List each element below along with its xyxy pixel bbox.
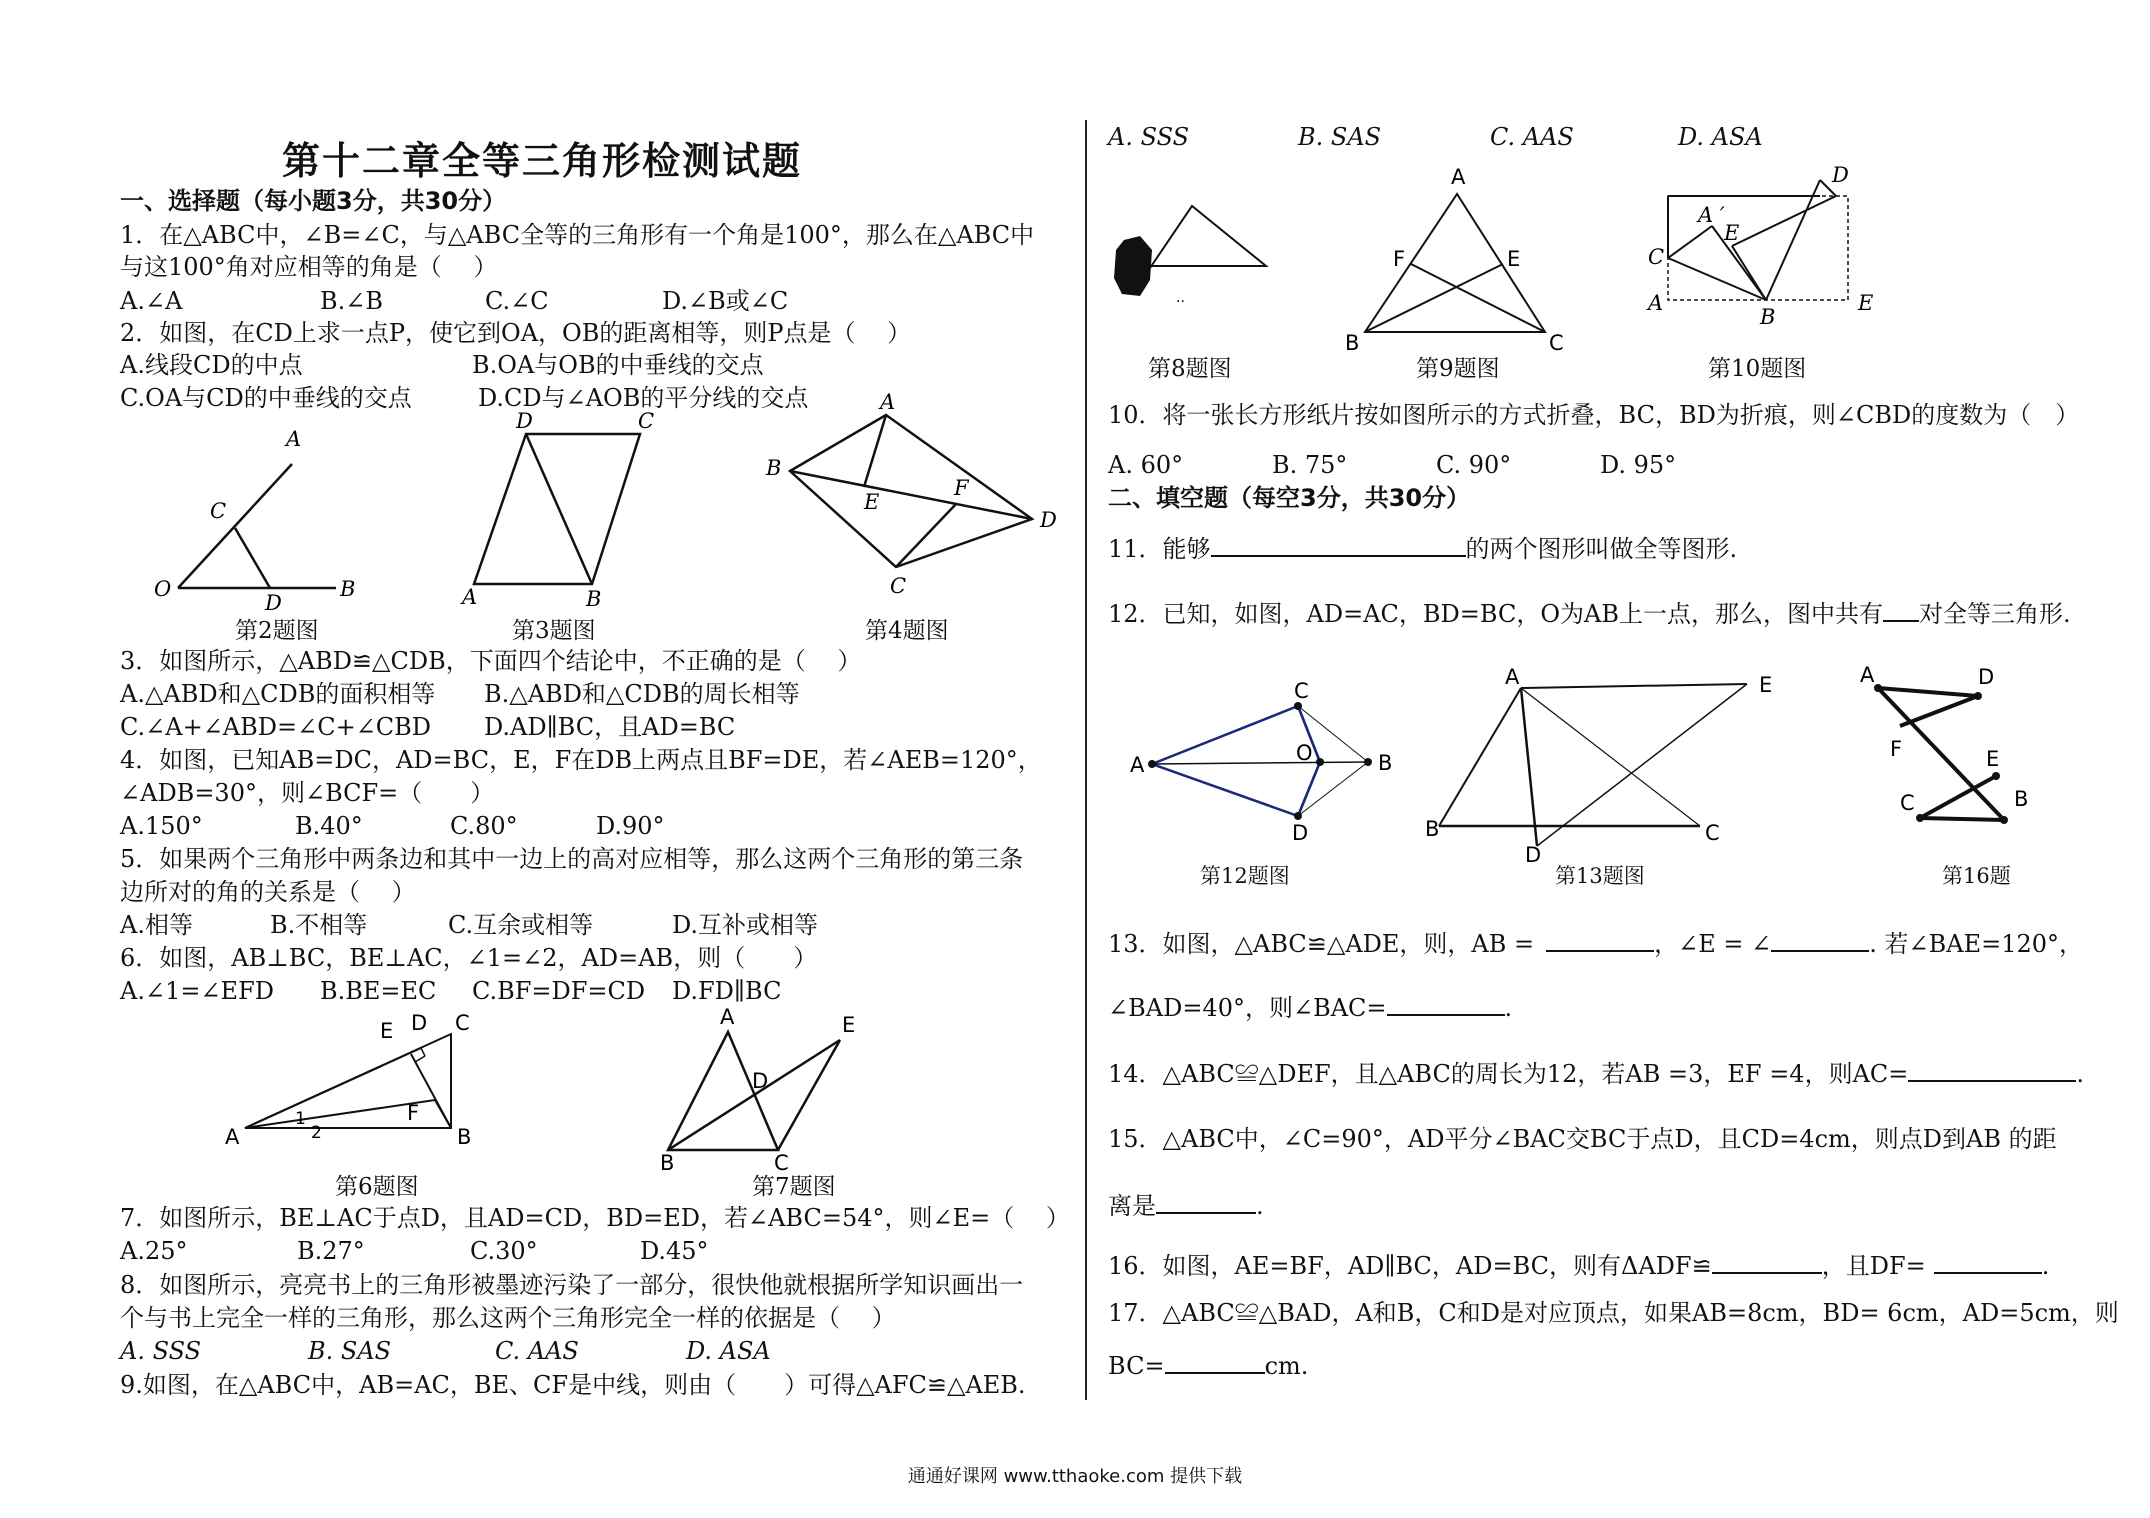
- q5-line2: 边所对的角的关系是（ ）: [120, 878, 416, 906]
- figure-q2: [150, 420, 356, 615]
- q7-option-b: B.27°: [297, 1237, 365, 1265]
- svg-text:A: A: [1505, 665, 1520, 689]
- q10-text: 10．将一张长方形纸片按如图所示的方式折叠，BC，BD为折痕，则∠CBD的度数为（ ）: [1108, 401, 2080, 429]
- figure-q16: [1860, 663, 2040, 820]
- svg-text:D: D: [516, 409, 533, 433]
- svg-text:E: E: [380, 1019, 394, 1043]
- svg-text:B: B: [1378, 751, 1393, 775]
- ink-blot: [1114, 236, 1152, 296]
- figure-q9: [1345, 165, 1564, 355]
- q15-blank[interactable]: [1156, 1190, 1256, 1214]
- svg-text:D: D: [1978, 665, 1995, 689]
- svg-text:B: B: [2014, 787, 2029, 811]
- caption-fig13: 第13题图: [1555, 864, 1645, 888]
- q14-blank[interactable]: [1908, 1058, 2076, 1082]
- q6-option-b: B.BE=EC: [320, 977, 437, 1005]
- q9-text: 9.如图，在△ABC中，AB=AC，BE、CF是中线，则由（ ）可得△AFC≌△AEB.: [120, 1371, 1026, 1399]
- caption-fig3: 第3题图: [512, 618, 596, 644]
- svg-text:C: C: [210, 499, 227, 523]
- q17-line2: [1108, 1350, 1308, 1381]
- q17-suffix: cm.: [1264, 1352, 1309, 1380]
- q12-blank[interactable]: [1883, 598, 1919, 622]
- q13-line2: ∠BAD=40°，则∠BAC= .: [1108, 994, 1513, 1022]
- q9-option-c: C. AAS: [1490, 123, 1574, 151]
- q10-option-d: D. 95°: [1600, 451, 1677, 479]
- caption-fig6: 第6题图: [335, 1174, 419, 1200]
- q13-blank-ab[interactable]: [1546, 928, 1654, 952]
- svg-text:C: C: [1648, 245, 1665, 269]
- svg-text:B: B: [1425, 817, 1440, 841]
- q8-line2: 个与书上完全一样的三角形，那么这两个三角形完全一样的依据是（ ）: [120, 1304, 896, 1332]
- caption-fig8: 第8题图: [1148, 356, 1232, 382]
- svg-text:B: B: [766, 456, 782, 480]
- q12-suffix: 对全等三角形.: [1919, 600, 2071, 628]
- q15-line2: 离是 .: [1108, 1192, 1264, 1220]
- q3-option-a: A.△ABD和△CDB的面积相等: [120, 680, 436, 708]
- section-choice-heading: 一、选择题（每小题3分，共30分）: [120, 187, 507, 215]
- svg-text:B: B: [340, 577, 356, 601]
- q1-line1: 1．在△ABC中，∠B=∠C，与△ABC全等的三角形有一个角是100°，那么在△ABC中: [120, 221, 1035, 249]
- q5-line1: 5．如果两个三角形中两条边和其中一边上的高对应相等，那么这两个三角形的第三条: [120, 845, 1024, 873]
- svg-text:B: B: [457, 1125, 472, 1149]
- q11-prefix: 11．能够: [1108, 535, 1211, 563]
- svg-text:E: E: [1507, 247, 1521, 271]
- q13-middle: ，∠E = ∠: [1654, 930, 1772, 958]
- svg-text:F: F: [407, 1101, 420, 1125]
- svg-text:A: A: [1860, 663, 1875, 687]
- svg-text:C: C: [638, 409, 655, 433]
- figure-q12: [1130, 679, 1393, 850]
- caption-fig16: 第16题: [1942, 864, 2011, 888]
- q4-option-d: D.90°: [596, 812, 665, 840]
- figure-q13: [1425, 665, 1773, 867]
- q6-option-c: C.BF=DF=CD: [472, 977, 646, 1005]
- q13-line2-prefix: ∠BAD=40°，则∠BAC=: [1108, 994, 1387, 1022]
- q6-text: 6．如图，AB⊥BC，BE⊥AC，∠1=∠2，AD=AB，则（ ）: [120, 944, 818, 972]
- q13-blank-bac[interactable]: [1387, 992, 1505, 1016]
- svg-text:A: A: [286, 427, 302, 451]
- svg-text:C: C: [455, 1011, 470, 1035]
- q1-option-c: C.∠C: [485, 287, 549, 315]
- q16-prefix: 16．如图，AE=BF，AD∥BC，AD=BC，则有ΔADF≌: [1108, 1252, 1712, 1280]
- svg-text:O: O: [1296, 741, 1313, 765]
- q14-prefix: 14．△ABC≌△DEF，且△ABC的周长为12，若AB =3，EF =4，则AC=: [1108, 1060, 1909, 1088]
- figure-q3: [460, 409, 660, 611]
- svg-text:B: B: [660, 1151, 675, 1175]
- q3-text: 3．如图所示，△ABD≌△CDB，下面四个结论中，不正确的是（ ）: [120, 647, 862, 675]
- q10-option-a: A. 60°: [1108, 451, 1184, 479]
- q17-line1: 17．△ABC≌△BAD，A和B，C和D是对应顶点，如果AB=8cm，BD= 6cm，AD=5cm，则: [1108, 1299, 2119, 1327]
- caption-fig12: 第12题图: [1200, 864, 1290, 888]
- q1-option-a: A.∠A: [120, 287, 183, 315]
- q9-option-d: D. ASA: [1678, 123, 1763, 151]
- q4-line1: 4．如图，已知AB=DC，AD=BC，E，F在DB上两点且BF=DE，若∠AEB=120°，: [120, 746, 1042, 774]
- q1-option-d: D.∠B或∠C: [662, 287, 789, 315]
- q10-option-b: B. 75°: [1272, 451, 1348, 479]
- caption-fig7: 第7题图: [752, 1174, 836, 1200]
- figure-q8: [1110, 200, 1280, 310]
- q11-text: [1108, 533, 1737, 564]
- svg-text:D: D: [265, 591, 282, 615]
- q11-blank[interactable]: [1211, 533, 1466, 557]
- figure-q10: [1640, 163, 1880, 330]
- q4-option-c: C.80°: [450, 812, 518, 840]
- q16-blank-triangle[interactable]: [1712, 1250, 1822, 1274]
- q16-blank-df[interactable]: [1934, 1250, 2042, 1274]
- q1-option-b: B.∠B: [320, 287, 384, 315]
- svg-text:A: A: [1130, 753, 1145, 777]
- q4-option-a: A.150°: [120, 812, 203, 840]
- q1-line2: 与这100°角对应相等的角是（ ）: [120, 253, 498, 281]
- q5-option-d: D.互补或相等: [672, 911, 819, 939]
- figure-q4: [760, 390, 1057, 598]
- figure-q7: [658, 1005, 858, 1175]
- q2-option-a: A.线段CD的中点: [120, 351, 303, 379]
- q6-option-d: D.FD∥BC: [672, 977, 782, 1005]
- page-title: 第十二章全等三角形检测试题: [282, 139, 803, 183]
- svg-text:D: D: [1832, 163, 1849, 187]
- svg-text:D: D: [411, 1011, 428, 1035]
- q7-option-a: A.25°: [120, 1237, 188, 1265]
- svg-text:C: C: [1294, 679, 1309, 703]
- q16-middle: ，且DF=: [1821, 1252, 1926, 1280]
- q17-blank[interactable]: [1165, 1350, 1265, 1374]
- svg-text:A: A: [720, 1005, 735, 1029]
- q13-prefix: 13．如图，△ABC≌△ADE，则，AB =: [1108, 930, 1535, 958]
- q9-option-a: A. SSS: [1108, 123, 1190, 151]
- q17-prefix: BC=: [1108, 1352, 1165, 1380]
- q7-text: 7．如图所示，BE⊥AC于点D，且AD=CD，BD=ED，若∠ABC=54°，则∠E=（ ）: [120, 1204, 1070, 1232]
- q2-option-b: B.OA与OB的中垂线的交点: [472, 351, 764, 379]
- q11-suffix: 的两个图形叫做全等图形.: [1465, 535, 1738, 563]
- svg-text:C: C: [1549, 331, 1564, 355]
- q8-option-d: D. ASA: [686, 1337, 771, 1365]
- caption-fig2: 第2题图: [235, 618, 319, 644]
- svg-text:E: E: [842, 1013, 856, 1037]
- svg-text:C: C: [890, 574, 907, 598]
- q3-option-b: B.△ABD和△CDB的周长相等: [484, 680, 800, 708]
- caption-fig4: 第4题图: [865, 618, 949, 644]
- q8-option-a: A. SSS: [120, 1337, 202, 1365]
- svg-text:B: B: [586, 587, 602, 611]
- svg-text:1: 1: [295, 1109, 306, 1129]
- svg-text:B: B: [1345, 331, 1360, 355]
- footer-credit: 通通好课网 www.tthaoke.com 提供下载: [907, 1466, 1243, 1487]
- q8-option-b: B. SAS: [308, 1337, 392, 1365]
- q3-option-d: D.AD∥BC，且AD=BC: [484, 713, 736, 741]
- svg-text:C: C: [1900, 791, 1915, 815]
- q16-text: 16．如图，AE=BF，AD∥BC，AD=BC，则有ΔADF≌ ，且DF= .: [1108, 1252, 2050, 1280]
- svg-text:2: 2: [311, 1123, 322, 1143]
- svg-text:C: C: [1705, 821, 1720, 845]
- svg-text:A: A: [1451, 165, 1466, 189]
- q7-option-d: D.45°: [640, 1237, 709, 1265]
- svg-text:E: E: [1724, 221, 1740, 245]
- q8-option-c: C. AAS: [495, 1337, 579, 1365]
- svg-text:A ′: A ′: [1698, 203, 1725, 227]
- svg-text:D: D: [752, 1069, 769, 1093]
- svg-text:F: F: [1393, 247, 1406, 271]
- svg-text:..: ..: [1176, 290, 1185, 306]
- svg-text:E: E: [1858, 291, 1874, 315]
- svg-text:A: A: [225, 1125, 240, 1149]
- q13-line1: [1108, 928, 2083, 959]
- caption-fig10: 第10题图: [1708, 356, 1807, 382]
- column-divider: [1085, 120, 1087, 1400]
- q5-option-c: C.互余或相等: [448, 911, 594, 939]
- svg-text:F: F: [954, 476, 969, 500]
- q3-option-c: C.∠A+∠ABD=∠C+∠CBD: [120, 713, 432, 741]
- q8-line1: 8．如图所示，亮亮书上的三角形被墨迹污染了一部分，很快他就根据所学知识画出一: [120, 1271, 1024, 1299]
- q2-option-d: D.CD与∠AOB的平分线的交点: [478, 384, 809, 412]
- figure-q6: [225, 1011, 472, 1150]
- svg-text:E: E: [1986, 747, 2000, 771]
- q14-text: 14．△ABC≌△DEF，且△ABC的周长为12，若AB =3，EF =4，则AC= .: [1108, 1060, 2085, 1088]
- q13-suffix: . 若∠BAE=120°，: [1869, 930, 2084, 958]
- q13-blank-angle[interactable]: [1771, 928, 1869, 952]
- q2-text: 2．如图，在CD上求一点P，使它到OA，OB的距离相等，则P点是（ ）: [120, 319, 912, 347]
- q5-option-a: A.相等: [120, 911, 193, 939]
- svg-text:E: E: [1759, 673, 1773, 697]
- svg-text:B: B: [1760, 305, 1776, 329]
- svg-text:O: O: [154, 577, 172, 601]
- svg-text:F: F: [1890, 737, 1903, 761]
- svg-text:D: D: [1525, 843, 1542, 867]
- svg-text:A: A: [1648, 291, 1664, 315]
- svg-text:D: D: [1040, 508, 1057, 532]
- q9-option-b: B. SAS: [1298, 123, 1382, 151]
- q6-option-a: A.∠1=∠EFD: [120, 977, 274, 1005]
- q5-option-b: B.不相等: [270, 911, 368, 939]
- q12-text: [1108, 598, 2071, 629]
- svg-text:E: E: [864, 490, 880, 514]
- svg-text:D: D: [1292, 821, 1309, 845]
- q10-option-c: C. 90°: [1436, 451, 1512, 479]
- caption-fig9: 第9题图: [1416, 356, 1500, 382]
- svg-text:A: A: [880, 390, 896, 414]
- section-fill-heading: 二、填空题（每空3分，共30分）: [1108, 484, 1471, 512]
- q15-prefix: 离是: [1108, 1192, 1156, 1220]
- svg-text:C: C: [774, 1151, 789, 1175]
- q7-option-c: C.30°: [470, 1237, 538, 1265]
- q4-option-b: B.40°: [295, 812, 363, 840]
- q15-line1: 15．△ABC中，∠C=90°，AD平分∠BAC交BC于点D，且CD=4cm，则点D到AB 的距: [1108, 1125, 2057, 1153]
- q2-option-c: C.OA与CD的中垂线的交点: [120, 384, 412, 412]
- q4-line2: ∠ADB=30°，则∠BCF=（ ）: [120, 779, 495, 807]
- q12-prefix: 12．已知，如图，AD=AC，BD=BC，O为AB上一点，那么，图中共有: [1108, 600, 1883, 628]
- svg-text:A: A: [462, 585, 478, 609]
